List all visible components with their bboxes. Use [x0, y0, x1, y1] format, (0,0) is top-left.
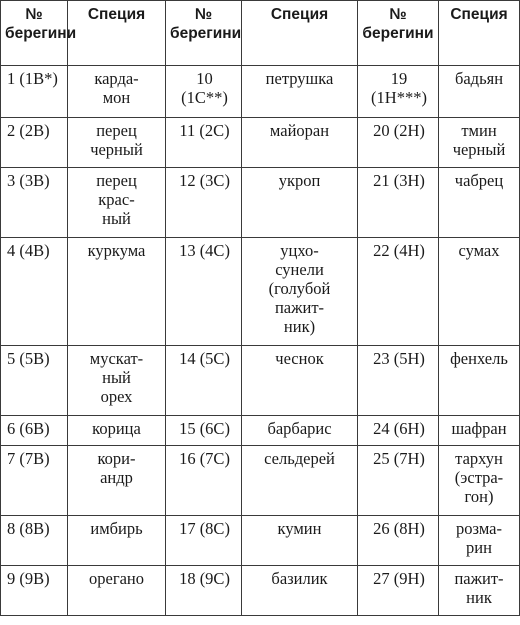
number-cell: 4 (4В) — [1, 238, 68, 346]
number-cell: 24 (6Н) — [358, 416, 439, 446]
number-cell: 16 (7С) — [166, 446, 242, 516]
spice-cell: карда- мон — [68, 66, 166, 118]
spice-cell: корица — [68, 416, 166, 446]
number-cell: 19 (1Н***) — [358, 66, 439, 118]
spice-cell: фенхель — [439, 346, 520, 416]
header-spice-1: Специя — [68, 1, 166, 66]
number-cell: 22 (4Н) — [358, 238, 439, 346]
spice-cell: петрушка — [242, 66, 358, 118]
number-cell: 15 (6С) — [166, 416, 242, 446]
spice-cell: шафран — [439, 416, 520, 446]
number-cell: 12 (3С) — [166, 168, 242, 238]
spice-cell: базилик — [242, 566, 358, 616]
table-row — [1, 346, 520, 416]
spice-cell: кумин — [242, 516, 358, 566]
number-cell: 26 (8Н) — [358, 516, 439, 566]
spice-cell: майоран — [242, 118, 358, 168]
spice-cell: перец черный — [68, 118, 166, 168]
number-cell: 21 (3Н) — [358, 168, 439, 238]
number-cell: 6 (6В) — [1, 416, 68, 446]
header-spice-2: Специя — [242, 1, 358, 66]
number-cell: 1 (1В*) — [1, 66, 68, 118]
spice-cell: уцхо- сунели (голубой пажит- ник) — [242, 238, 358, 346]
number-cell: 17 (8С) — [166, 516, 242, 566]
table-body — [1, 66, 520, 616]
spice-cell: розма- рин — [439, 516, 520, 566]
table-row — [1, 566, 520, 616]
spice-cell: пажит- ник — [439, 566, 520, 616]
spice-cell: тмин черный — [439, 118, 520, 168]
spice-cell: перец крас- ный — [68, 168, 166, 238]
number-cell: 8 (8В) — [1, 516, 68, 566]
number-cell: 25 (7Н) — [358, 446, 439, 516]
spice-cell: чеснок — [242, 346, 358, 416]
number-cell: 14 (5С) — [166, 346, 242, 416]
spice-cell: укроп — [242, 168, 358, 238]
number-cell: 13 (4С) — [166, 238, 242, 346]
spice-cell: куркума — [68, 238, 166, 346]
number-cell: 3 (3В) — [1, 168, 68, 238]
number-cell: 7 (7В) — [1, 446, 68, 516]
spice-cell: орегано — [68, 566, 166, 616]
header-number-3: № берегини — [358, 1, 439, 66]
spice-cell: барбарис — [242, 416, 358, 446]
number-cell: 10 (1С**) — [166, 66, 242, 118]
header-spice-3: Специя — [439, 1, 520, 66]
table-row — [1, 66, 520, 118]
spice-cell: сельдерей — [242, 446, 358, 516]
table-row — [1, 516, 520, 566]
spice-cell: сумах — [439, 238, 520, 346]
table-row — [1, 238, 520, 346]
number-cell: 9 (9В) — [1, 566, 68, 616]
spice-cell: чабрец — [439, 168, 520, 238]
header-number-1: № берегини — [1, 1, 68, 66]
spice-cell: тархун (эстра- гон) — [439, 446, 520, 516]
table-row — [1, 168, 520, 238]
number-cell: 18 (9С) — [166, 566, 242, 616]
table-header — [1, 1, 520, 66]
number-cell: 11 (2С) — [166, 118, 242, 168]
header-row — [1, 1, 520, 66]
number-cell: 5 (5В) — [1, 346, 68, 416]
spice-cell: имбирь — [68, 516, 166, 566]
table-row — [1, 446, 520, 516]
table-row — [1, 118, 520, 168]
spice-cell: кори- андр — [68, 446, 166, 516]
spice-cell: мускат- ный орех — [68, 346, 166, 416]
number-cell: 23 (5Н) — [358, 346, 439, 416]
spice-cell: бадьян — [439, 66, 520, 118]
header-number-2: № берегини — [166, 1, 242, 66]
number-cell: 27 (9Н) — [358, 566, 439, 616]
table-row — [1, 416, 520, 446]
number-cell: 20 (2Н) — [358, 118, 439, 168]
number-cell: 2 (2В) — [1, 118, 68, 168]
